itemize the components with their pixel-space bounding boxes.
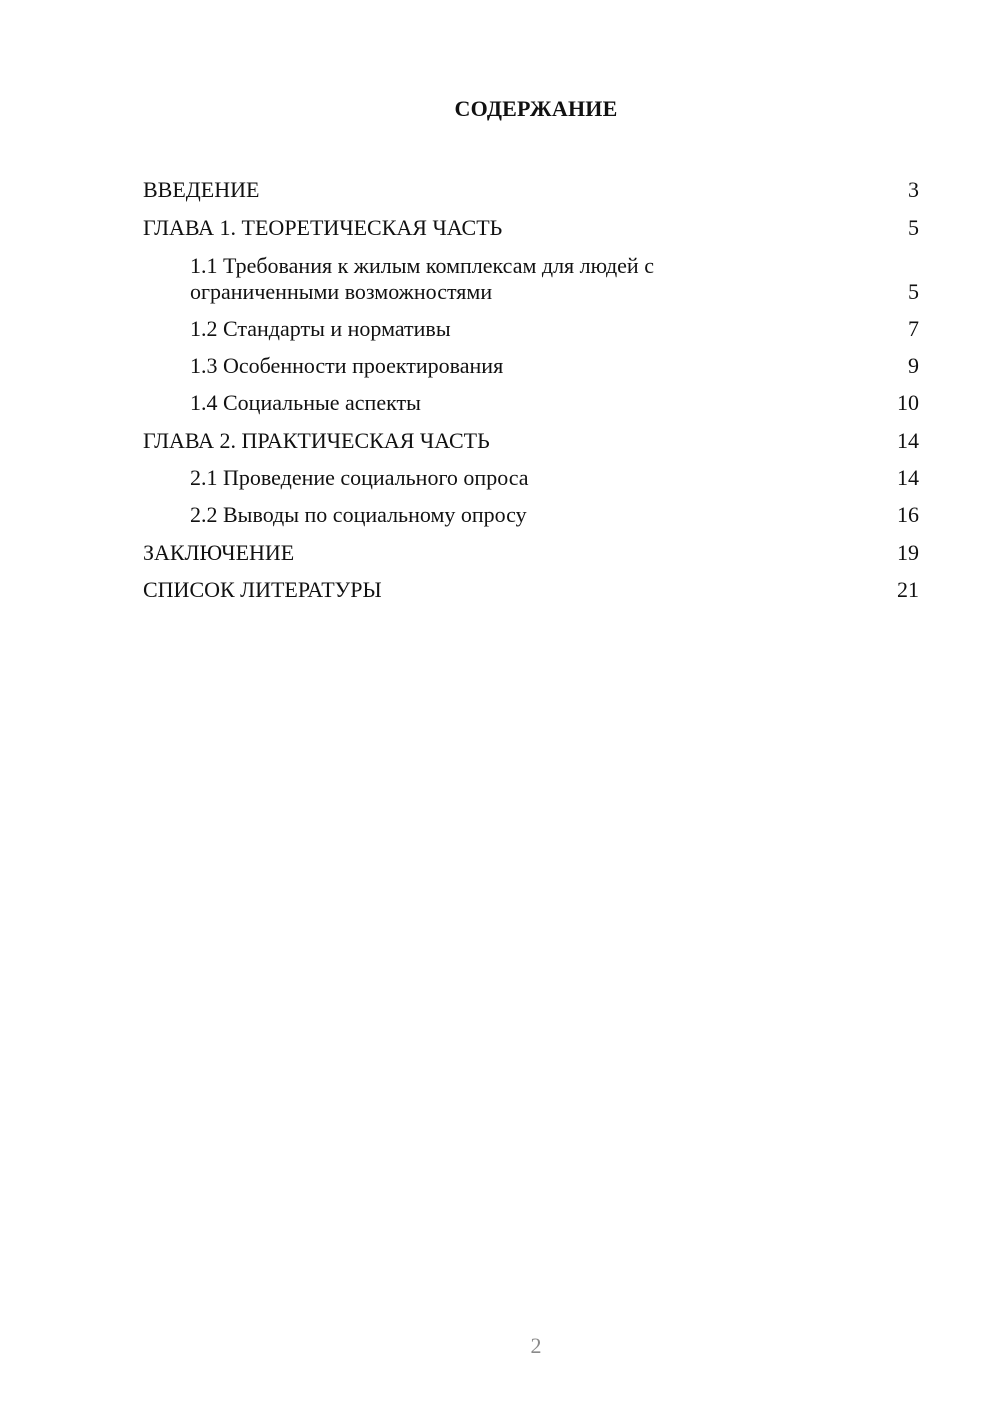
toc-entry-references[interactable] (143, 570, 919, 607)
toc-entry-page: 9 (908, 353, 919, 379)
toc-entry-label: 1.3 Особенности проектирования (190, 353, 504, 379)
toc-entry-page: 3 (908, 177, 919, 203)
toc-entry-label: ГЛАВА 2. ПРАКТИЧЕСКАЯ ЧАСТЬ (143, 427, 490, 453)
toc-entry-section-1-3[interactable] (143, 346, 919, 383)
toc-entry-page: 5 (908, 214, 919, 240)
toc-entry-page: 21 (897, 576, 919, 602)
toc-entry-chapter-2[interactable] (143, 420, 919, 457)
toc-entry-label: ЗАКЛЮЧЕНИЕ (143, 539, 295, 565)
toc-entry-section-1-2[interactable] (143, 309, 919, 346)
toc-entry-page: 10 (897, 390, 919, 416)
page-title: СОДЕРЖАНИЕ (454, 96, 618, 121)
toc-entry-section-1-4[interactable] (143, 383, 919, 420)
toc-entry-label: 1.2 Стандарты и нормативы (190, 315, 451, 341)
toc-entry-page: 5 (908, 278, 919, 304)
page-number: 2 (530, 1333, 542, 1358)
toc-entry-page: 14 (897, 427, 919, 453)
toc-entry-label: 1.1 Требования к жилым комплексам для людей с ограниченными возможностями (190, 252, 654, 304)
toc-entry-section-2-1[interactable] (143, 458, 919, 495)
toc-entry-page: 14 (897, 465, 919, 491)
toc-entry-chapter-1[interactable] (143, 207, 919, 244)
toc-entry-section-1-1[interactable] (143, 245, 919, 309)
toc-entry-label: ГЛАВА 1. ТЕОРЕТИЧЕСКАЯ ЧАСТЬ (143, 214, 503, 240)
toc-entry-page: 16 (897, 502, 919, 528)
toc-entry-label: СПИСОК ЛИТЕРАТУРЫ (143, 576, 382, 602)
toc-entry-page: 19 (897, 539, 919, 565)
toc-entry-page: 7 (908, 315, 919, 341)
toc-entry-conclusion[interactable] (143, 532, 919, 569)
toc-entry-introduction[interactable] (143, 170, 919, 207)
toc-entry-label: ВВЕДЕНИЕ (143, 177, 260, 203)
toc-entry-label: 1.4 Социальные аспекты (190, 390, 421, 416)
toc-entry-label: 2.2 Выводы по социальному опросу (190, 502, 527, 528)
toc-entry-section-2-2[interactable] (143, 495, 919, 532)
toc-entry-label: 2.1 Проведение социального опроса (190, 465, 529, 491)
table-of-contents (143, 170, 919, 607)
